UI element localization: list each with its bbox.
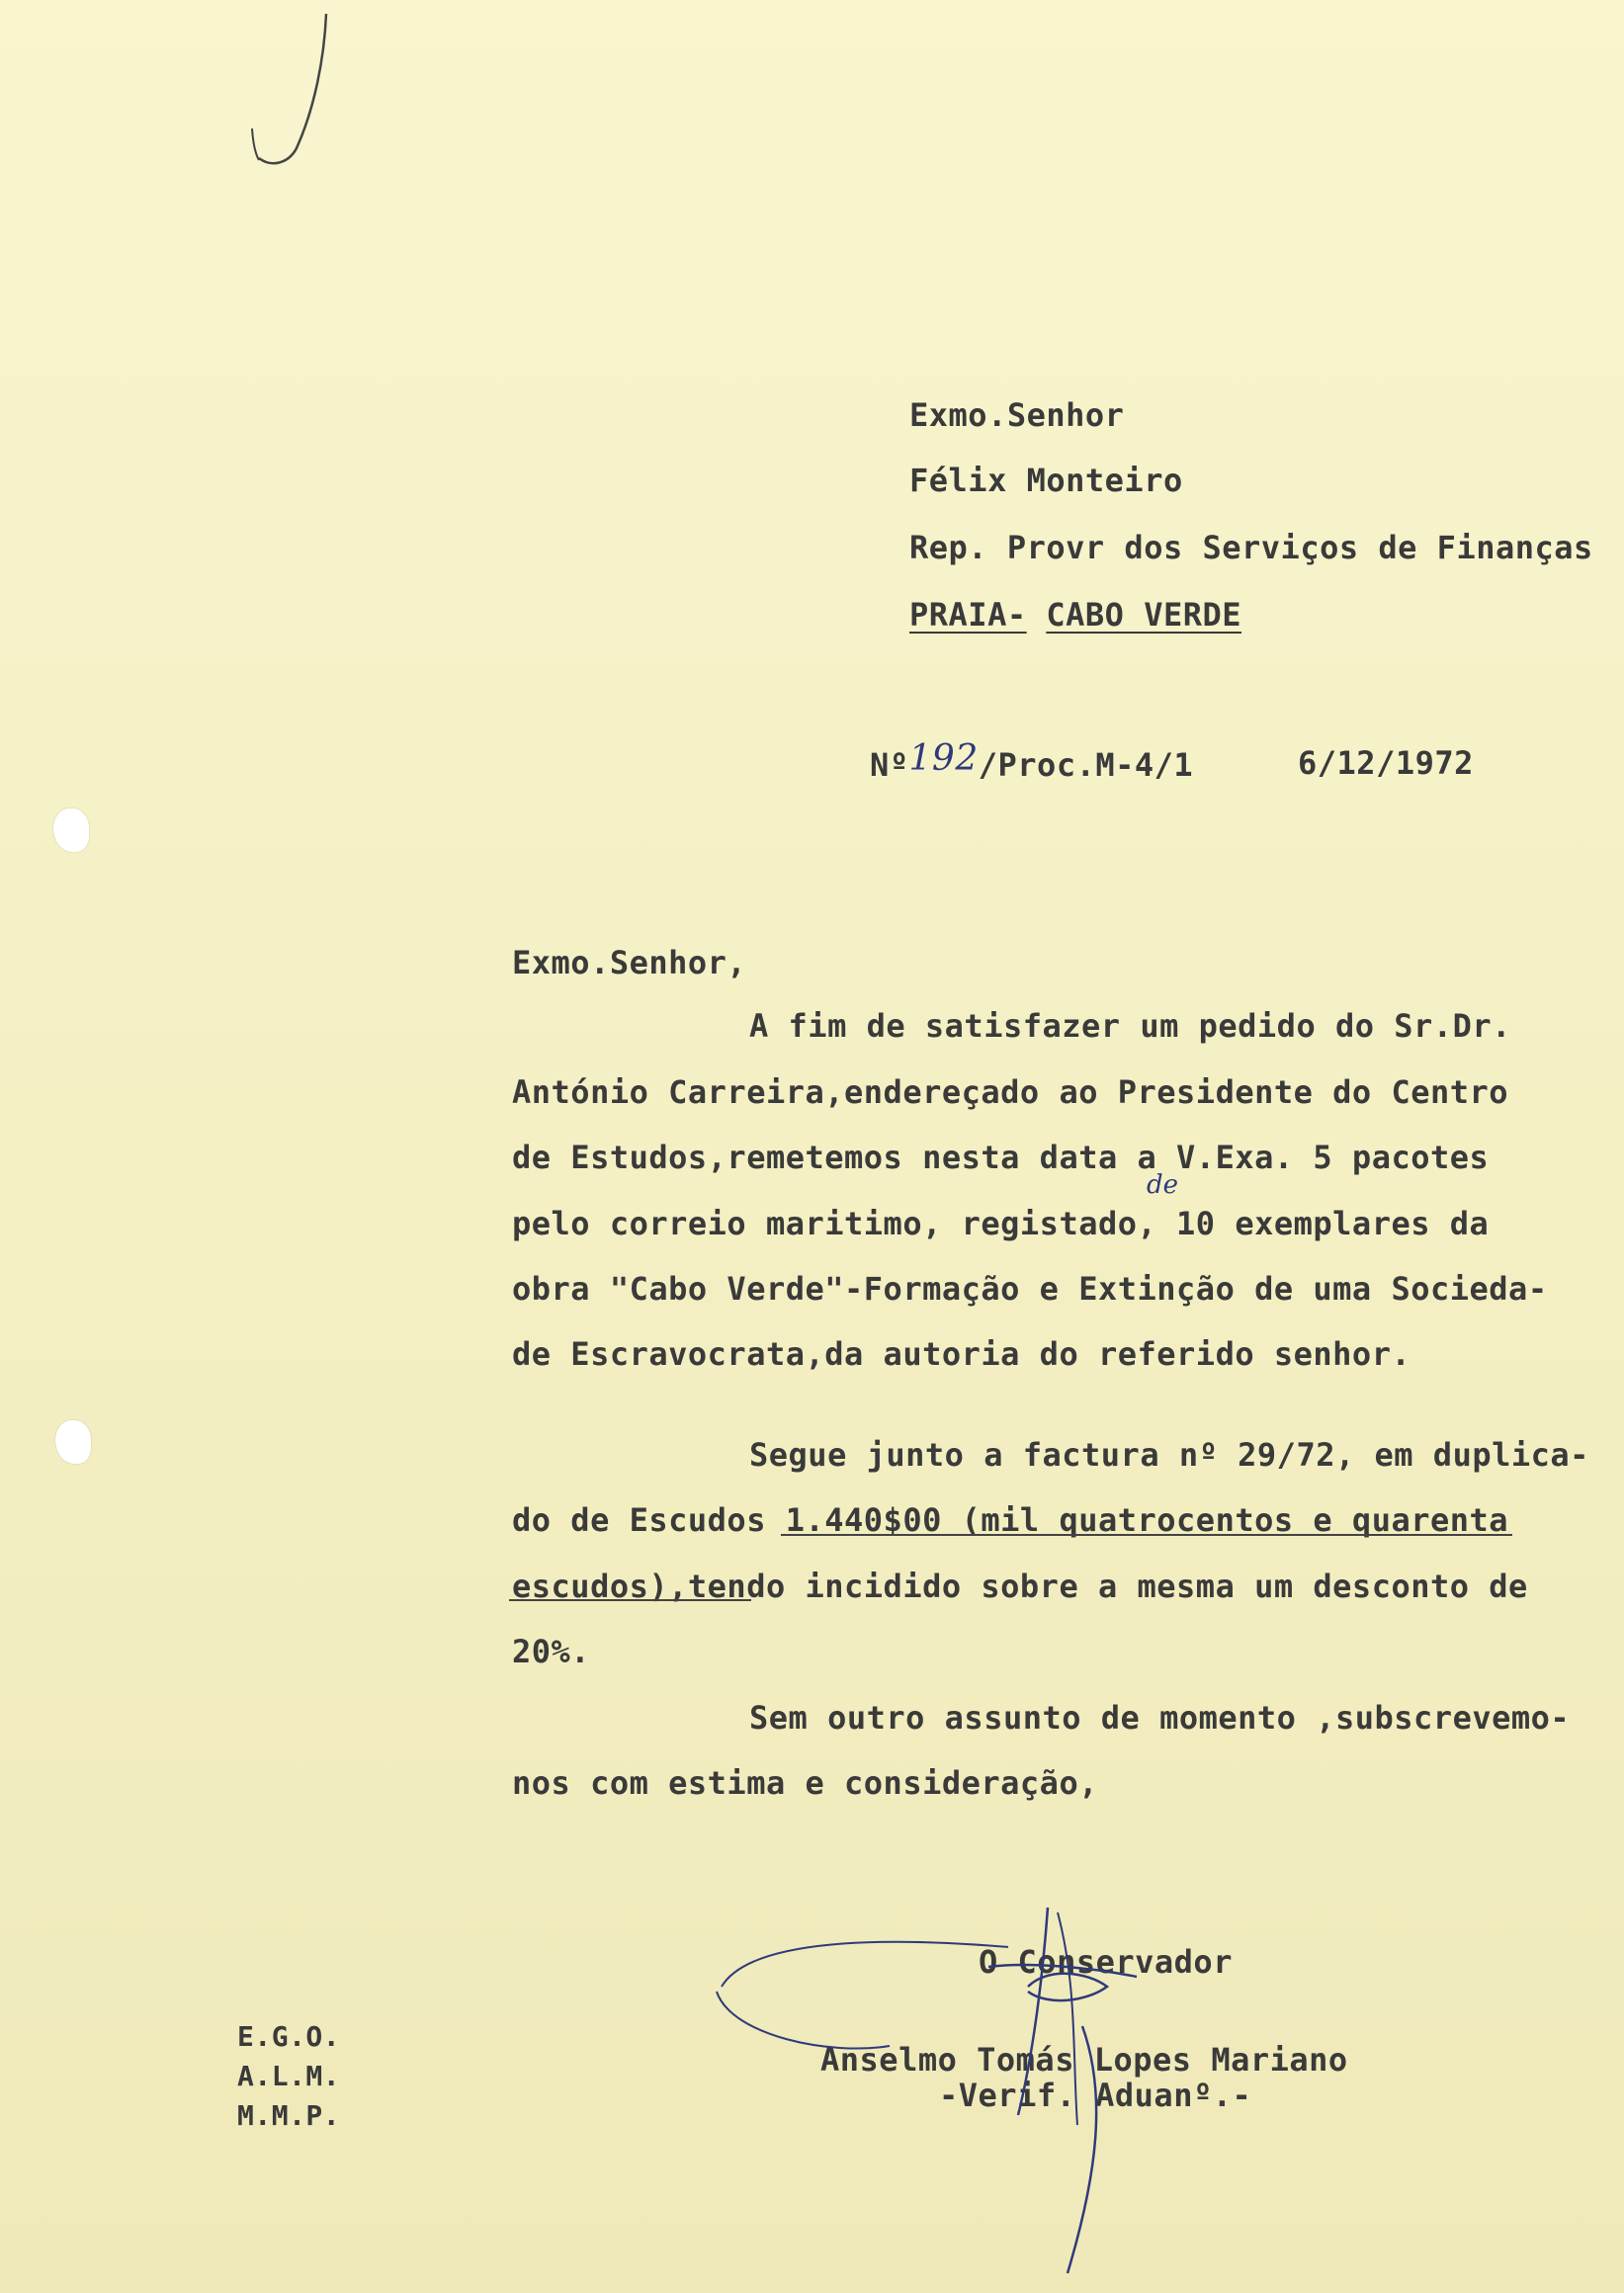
signature-role: -Verif. Aduanº.- [939,2077,1252,2114]
paragraph2-line: escudos),tendo incidido sobre a mesma um desconto de [512,1568,1528,1605]
paragraph3-line: Sem outro assunto de momento ,subscrevemo- [749,1699,1571,1737]
paragraph1-line: de Escravocrata,da autoria do referido senhor. [512,1335,1411,1373]
initials-line: A.L.M. [237,2060,341,2092]
address-name: Félix Monteiro [909,462,1183,499]
address-salutation: Exmo.Senhor [909,396,1125,434]
paragraph2-line: Segue junto a factura nº 29/72, em duplica- [749,1436,1589,1474]
address-city-suffix: CABO VERDE [1046,596,1242,634]
letter-greeting: Exmo.Senhor, [512,944,747,981]
paragraph3-line: nos com estima e consideração, [512,1764,1098,1802]
reference-number-handwritten: 192 [908,738,979,779]
paragraph1-line: de Estudos,remetemos nesta data a V.Exa. 5 pacotes [512,1139,1490,1176]
handwritten-insert: de [1147,1170,1179,1200]
paragraph1-line: António Carreira,endereçado ao Presidente do Centro [512,1073,1509,1111]
initials-line: M.M.P. [237,2099,341,2132]
address-city-prefix: PRAIA- [909,596,1027,634]
reference-number-prefix: Nº [870,746,909,784]
signature-title: O Conservador [979,1943,1233,1981]
reference-proc: /Proc.M-4/1 [978,746,1194,784]
signature-name: Anselmo Tomás Lopes Mariano [820,2041,1348,2079]
address-office: Rep. Provr dos Serviços de Finanças [909,529,1593,566]
paragraph1-line: pelo correio maritimo, registado, 10 exemplares da [512,1205,1490,1242]
paragraph1-line: A fim de satisfazer um pedido do Sr.Dr. [749,1007,1511,1045]
paragraph2-line: do de Escudos 1.440$00 (mil quatrocentos e quarenta [512,1501,1509,1539]
paragraph1-line: obra "Cabo Verde"-Formação e Extinção de uma Socieda- [512,1270,1548,1308]
initials-line: E.G.O. [237,2020,341,2053]
paragraph2-line: 20%. [512,1633,591,1670]
letter-date: 6/12/1972 [1298,744,1474,782]
